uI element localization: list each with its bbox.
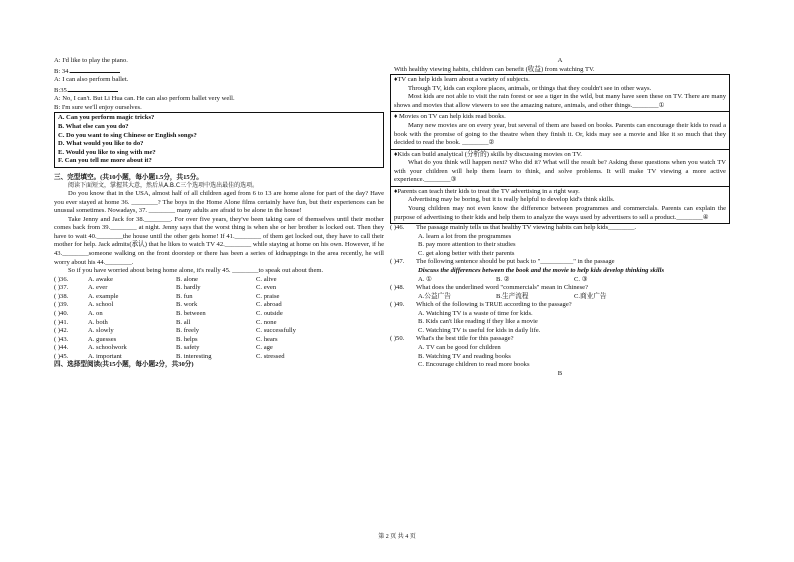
option-b: B. between <box>176 309 206 317</box>
option-c: C. stressed <box>256 352 285 360</box>
cloze-option-row <box>54 310 384 319</box>
cloze-option-row <box>54 319 384 328</box>
choices-row <box>390 293 730 302</box>
choice: A. TV can be good for children <box>418 344 501 351</box>
dialogue-line: A: No, I can't. But Li Hua can. He can also perform ballet very well. <box>54 95 235 103</box>
dialogue-line: B: 34. <box>54 66 384 77</box>
dialogue-line: A: I can also perform ballet. <box>54 76 129 84</box>
option-a: A. school <box>88 301 114 309</box>
box-title: ♦TV can help kids learn about a variety of subjects. <box>394 76 530 84</box>
box-text: Many new movies are on every year, but several of them are based on books. Parents can encourage their kids to read a book with the promise of going to the theatre when they finish it. Or, kids may see a movie and like it so much that they decided to read the book. ________② <box>394 121 726 147</box>
option-a: A. slowly <box>88 327 114 335</box>
cloze-option-row <box>54 344 384 353</box>
option-b: B. freely <box>176 327 200 335</box>
choice: A. learn a lot from the programmes <box>418 232 512 240</box>
passage-b-label: B <box>557 369 563 377</box>
right-column <box>390 57 730 378</box>
choice: C. get along better with their parents <box>418 249 515 257</box>
option-c: C. even <box>256 284 277 292</box>
question-text: The following sentence should be put back to "__________" in the passage <box>416 258 615 266</box>
option-c: C. outside <box>256 309 283 317</box>
choice: B. Kids can't like reading if they like a movie <box>418 318 538 326</box>
answer-blank[interactable]: ( )40. <box>54 309 69 317</box>
question-text: The passage mainly tells us that healthy TV viewing habits can help kids________. <box>416 224 637 232</box>
cloze-paragraph: Take Jenny and Jack for 38.________. For over five years, they've been taking care of themselves until their mother comes back from 39.________ at night. Jenny says that the worst thing is when she or her brother is locked out. Then they have to wait 40.________the house until the other gets home! If 41.________ of them get locked out, they have to call their mother for help. Jack admits(承认) that he likes to watch TV 42.________ while staying at home on his own. However, if he 43.________someone walking on the front doorstep or there has been a series of kidnappings in the area recently, he will worry about his 44.________. <box>54 215 384 266</box>
answer-blank[interactable]: ( )46. <box>390 224 405 232</box>
answer-blank[interactable]: ( )42. <box>54 327 69 335</box>
option-c: C. none <box>256 318 277 326</box>
choice: C. Encourage children to read more books <box>418 361 530 369</box>
option-c: C. abroad <box>256 301 282 309</box>
option-b: B. interesting <box>176 352 212 360</box>
question-50 <box>390 335 730 344</box>
option-item: E. Would you like to sing with me? <box>58 148 156 156</box>
answer-blank[interactable]: ( )37. <box>54 284 69 292</box>
cloze-paragraph: Do you know that in the USA, almost half of all children aged from 6 to 13 are home alone for part of the day? Have you ever stayed at home 36. ________? The boys in the Home Alone films certainly have fun, but their experiences can be unusual sometimes. Nowadays, 37. ________ many adults are afraid to be alone in the house! <box>54 190 384 215</box>
question-quote: Discuss the differences between the book and the movie to help kids develop thinking skills <box>418 266 665 274</box>
choice: A. Watching TV is a waste of time for kids. <box>418 309 533 317</box>
option-c: C. alive <box>256 275 277 283</box>
answer-blank[interactable]: ( )50. <box>390 335 405 343</box>
option-c: C. praise <box>256 292 280 300</box>
choice: B. Watching TV and reading books <box>418 352 511 360</box>
question-47 <box>390 258 730 267</box>
page-footer: 第 2 页 共 4 页 <box>378 534 416 540</box>
cloze-option-row <box>54 327 384 336</box>
question-text: Which of the following is TRUE according to the passage? <box>416 301 572 309</box>
box-text: What do you think will happen next? Who did it? What will the result be? Asking these questions when you watch TV with your children will help them learn to think, and solve problems. It will make TV viewing a more active experience.________③ <box>394 159 726 184</box>
dialogue-options-box <box>54 112 384 167</box>
dialogue-line: B:35. <box>54 85 384 96</box>
option-item: A. Can you perform magic tricks? <box>58 114 155 122</box>
left-column <box>54 57 384 370</box>
answer-blank[interactable]: ( )38. <box>54 292 69 300</box>
box-text: Advertising may be boring, but it is really helpful to develop kid's think skills. <box>408 196 615 204</box>
option-a: A. on <box>88 309 103 317</box>
option-b: B. fun <box>176 292 193 300</box>
option-b: B. hardly <box>176 284 201 292</box>
cloze-option-row <box>54 336 384 345</box>
passage-intro: With healthy viewing habits, children can benefit (收益) from watching TV. <box>394 65 595 73</box>
option-item: B. What else can you do? <box>58 122 129 130</box>
cloze-option-row <box>54 301 384 310</box>
answer-blank[interactable]: ( )36. <box>54 275 69 283</box>
option-c: C. hears <box>256 335 278 343</box>
section3-instruction: 阅读下面短文，掌握其大意，然后从A.B.C三个选项中选出最佳的选项。 <box>68 182 259 190</box>
choice: B.生产流程 <box>496 292 529 300</box>
option-b: B. work <box>176 301 198 309</box>
option-b: B. alone <box>176 275 198 283</box>
option-a: A. awake <box>88 275 113 283</box>
choice: C. Watching TV is useful for kids in daily life. <box>418 326 541 334</box>
option-a: A. ever <box>88 284 108 292</box>
cloze-options <box>54 276 384 362</box>
cloze-paragraph: So if you have worried about being home alone, it's really 45. ________to speak out about them. <box>68 267 324 275</box>
box-text: Most kids are not able to visit the rain forest or see a tiger in the wild, but many have seen these on TV. There are many shows and movies that allow viewers to see the amazing nature, animals, and other things.________① <box>394 93 726 109</box>
option-b: B. helps <box>176 335 198 343</box>
question-49 <box>390 301 730 310</box>
option-item: C. Do you want to sing Chinese or English songs? <box>58 131 197 139</box>
choice: A. ① <box>418 275 432 283</box>
question-text: What does the underlined word "commercials" mean in Chinese? <box>416 284 589 292</box>
box-title: ♦Parents can teach their kids to treat the TV advertising in a right way. <box>394 187 580 195</box>
choice: C.商业广告 <box>574 292 607 300</box>
option-a: A. guesses <box>88 335 117 343</box>
question-text: What's the best title for this passage? <box>416 335 514 343</box>
option-c: C. successfully <box>256 327 296 335</box>
choices-row <box>390 276 730 285</box>
choice: C. ③ <box>574 275 588 283</box>
option-item: F. Can you tell me more about it? <box>58 157 152 165</box>
box-text: Young children may not even know the difference between programmes and commercials. Parents can explain the purpose of advertising to their kids and help them to analyze the ways used by advertisers to sell a product.________④ <box>394 205 726 221</box>
answer-blank[interactable]: ( )45. <box>54 352 69 360</box>
passage-box-1 <box>390 74 730 112</box>
section3-title: 三、完型填空。(共10小题，每小题1.5分，共15分。 <box>54 173 203 181</box>
option-b: B. safety <box>176 344 200 352</box>
passage-a-label: A <box>557 57 563 64</box>
choice: B. ② <box>496 275 510 283</box>
answer-blank[interactable]: ( )39. <box>54 301 69 309</box>
answer-blank[interactable]: ( )49. <box>390 301 405 309</box>
box-text: Through TV, kids can explore places, animals, or things that they couldn't see in other ways. <box>408 84 652 92</box>
dialogue-line: B: I'm sure we'll enjoy ourselves. <box>54 103 142 111</box>
passage-box-3 <box>390 150 730 187</box>
dialogue-line: A: I'd like to play the piano. <box>54 57 128 64</box>
option-a: A. both <box>88 318 108 326</box>
box-title: ♦Kids can build analytical (分析的) skills by discussing movies on TV. <box>394 150 582 158</box>
option-c: C. age <box>256 344 273 352</box>
box-title: ♦ Movies on TV can help kids read books. <box>394 113 506 121</box>
answer-blank[interactable]: ( )44. <box>54 344 69 352</box>
cloze-option-row <box>54 293 384 302</box>
choice: B. pay more attention to their studies <box>418 241 516 249</box>
cloze-option-row <box>54 276 384 285</box>
choice: A.公益广告 <box>418 292 451 300</box>
answer-blank[interactable]: ( )43. <box>54 335 69 343</box>
option-a: A. important <box>88 352 122 360</box>
question-48 <box>390 284 730 293</box>
section4-title: 四、选择型阅读(共15小题，每小题2分，共30分) <box>54 361 194 369</box>
option-b: B. all <box>176 318 191 326</box>
option-item: D. What would you like to do? <box>58 140 144 148</box>
answer-blank[interactable]: ( )47. <box>390 258 405 266</box>
answer-blank[interactable]: ( )48. <box>390 284 405 292</box>
passage-box-2 <box>390 112 730 149</box>
answer-blank[interactable]: ( )41. <box>54 318 69 326</box>
option-a: A. schoolwork <box>88 344 127 352</box>
question-46 <box>390 224 730 233</box>
cloze-option-row <box>54 284 384 293</box>
option-a: A. example <box>88 292 119 300</box>
passage-box-4 <box>390 187 730 224</box>
